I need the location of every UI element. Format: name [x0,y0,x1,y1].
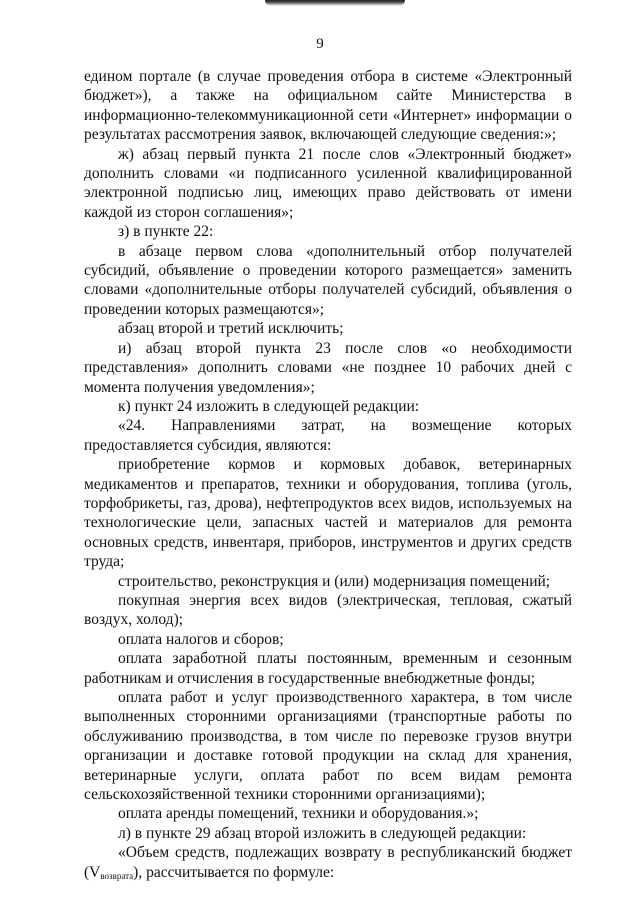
paragraph: оплата аренды помещений, техники и оборудования.»; [118,805,479,823]
paragraph: оплата налогов и сборов; [118,630,284,648]
paragraph: и) абзац второй пункта 23 после слов «о необходимости представления» дополнить словами «не позднее 10 рабочих дней с момента получения уведомления»; [84,339,572,396]
paragraph: абзац второй и третий исключить; [118,320,344,338]
paragraph: з) в пункте 22: [118,223,214,241]
paragraph: покупная энергия всех видов (электрическая, тепловая, сжатый воздух, холод); [84,591,572,629]
formula-intro-tail: ), рассчитывается по формуле: [133,863,335,881]
paragraph: оплата работ и услуг производственного характера, в том числе выполненных сторонними организациями (транспортные работы по обслуживанию производства, в том числе по перевозке грузов внутри организации и доставке готовой продукции на склад для хранения, ветеринарные услуги, оплата работ по всем видам ремонта сельскохозяйственной техники сторонними организациями); [84,689,572,804]
paragraph-formula-intro [84,843,572,882]
paragraph: приобретение кормов и кормовых добавок, ветеринарных медикаментов и препаратов, техники и оборудования, топлива (уголь, торфобрикеты, газ, дрова), нефтепродуктов всех видов, используемых на технологические цели, запасных частей и материалов для ремонта основных средств, инвентаря, приборов, инструментов и других средств труда; [84,456,572,571]
document-body [84,67,572,882]
paragraph: ж) абзац первый пункта 21 после слов «Электронный бюджет» дополнить словами «и подписанного усиленной квалифицированной электронной подписью лиц, имеющих право действовать от имени каждой из сторон соглашения»; [84,145,572,221]
paragraph: к) пункт 24 изложить в следующей редакции: [118,397,420,415]
paragraph: едином портале (в случае проведения отбора в системе «Электронный бюджет»), а также на официальном сайте Министерства в информационно-телекоммуникационной сети «Интернет» информации о результатах рассмотрения заявок, включающей следующие сведения:»; [84,68,572,144]
paragraph: «24. Направлениями затрат, на возмещение которых предоставляется субсидия, являются: [84,417,572,454]
formula-subscript: возврата [100,870,134,881]
formula-intro-text: «Объем средств, подлежащих возврату в республиканский бюджет (V [84,844,572,881]
paragraph: л) в пункте 29 абзац второй изложить в следующей редакции: [118,824,527,842]
scan-edge-mark [265,0,405,6]
page-number: 9 [316,36,324,52]
paragraph-list [84,67,572,843]
paragraph: оплата заработной платы постоянным, временным и сезонным работникам и отчисления в государственные внебюджетные фонды; [84,650,572,687]
paragraph: в абзаце первом слова «дополнительный отбор получателей субсидий, объявление о проведении которого размещается» заменить словами «дополнительные отборы получателей субсидий, объявления о проведении которых размещаются»; [84,242,572,318]
paragraph: строительство, реконструкция и (или) модернизация помещений; [118,572,551,590]
